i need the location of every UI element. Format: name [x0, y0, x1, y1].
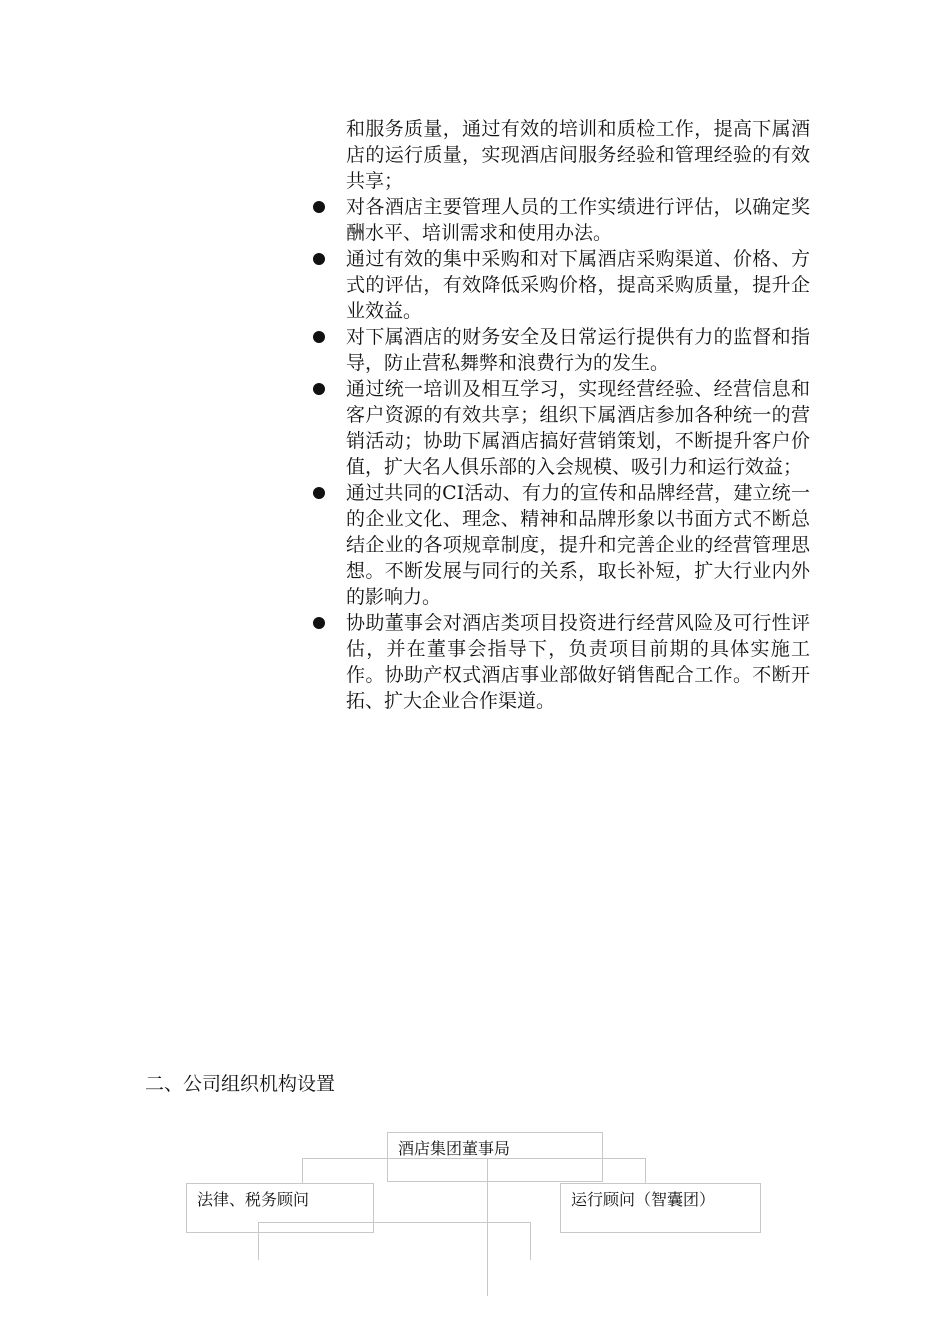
- list-item: [346, 246, 810, 324]
- bullet-dot-icon: [313, 617, 325, 629]
- list-item-text: 对下属酒店的财务安全及日常运行提供有力的监督和指导，防止营私舞弊和浪费行为的发生。: [346, 326, 810, 374]
- connector-line: [302, 1158, 646, 1159]
- bullet-dot-icon: [313, 253, 325, 265]
- connector-line: [487, 1158, 488, 1296]
- list-item-text: 协助董事会对酒店类项目投资进行经营风险及可行性评估，并在董事会指导下，负责项目前期的具体实施工作。协助产权式酒店事业部做好销售配合工作。不断开拓、扩大企业合作渠道。: [346, 612, 810, 712]
- bullet-dot-icon: [313, 201, 325, 213]
- bullet-dot-icon: [313, 383, 325, 395]
- org-box-board: 酒店集团董事局: [387, 1132, 603, 1182]
- section-heading: 二、公司组织机构设置: [145, 1073, 336, 1095]
- org-box-advisors: 运行顾问（智囊团）: [560, 1183, 761, 1233]
- bullet-list: [346, 116, 810, 714]
- list-item: [346, 194, 810, 246]
- list-item-text: 通过统一培训及相互学习，实现经营经验、经营信息和客户资源的有效共享；组织下属酒店参加各种统一的营销活动；协助下属酒店搞好营销策划，不断提升客户价值，扩大名人俱乐部的入会规模、吸引力和运行效益；: [346, 378, 810, 478]
- list-item: [346, 610, 810, 714]
- connector-line: [530, 1222, 531, 1260]
- bullet-dot-icon: [313, 487, 325, 499]
- connector-line: [258, 1222, 259, 1260]
- bullet-dot-icon: [313, 331, 325, 343]
- connector-line: [258, 1222, 531, 1223]
- list-item: [346, 324, 810, 376]
- org-box-legal-tax: 法律、税务顾问: [186, 1183, 374, 1233]
- continued-paragraph: 和服务质量，通过有效的培训和质检工作，提高下属酒店的运行质量，实现酒店间服务经验和管理经验的有效共享；: [346, 118, 810, 192]
- list-item-text: 通过有效的集中采购和对下属酒店采购渠道、价格、方式的评估，有效降低采购价格，提高采购质量，提升企业效益。: [346, 248, 810, 322]
- list-item-text: 对各酒店主要管理人员的工作实绩进行评估，以确定奖酬水平、培训需求和使用办法。: [346, 196, 810, 244]
- list-item: [346, 376, 810, 480]
- list-item-text: 通过共同的CI活动、有力的宣传和品牌经营，建立统一的企业文化、理念、精神和品牌形象以书面方式不断总结企业的各项规章制度，提升和完善企业的经营管理思想。不断发展与同行的关系，取长补短，扩大行业内外的影响力。: [346, 482, 810, 608]
- connector-line: [645, 1158, 646, 1184]
- list-item: [346, 480, 810, 610]
- connector-line: [302, 1158, 303, 1184]
